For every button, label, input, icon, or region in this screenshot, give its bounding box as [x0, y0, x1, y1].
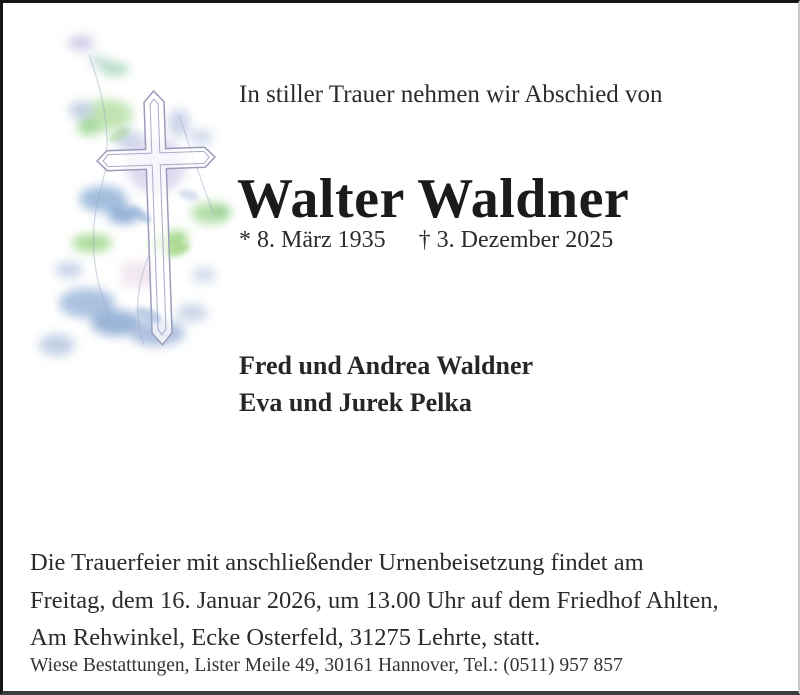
life-dates	[239, 227, 613, 254]
death-date: † 3. Dezember 2025	[418, 227, 614, 253]
intro-text: In stiller Trauer nehmen wir Abschied von	[239, 81, 663, 108]
deceased-name: Walter Waldner	[237, 168, 630, 230]
ceremony-line: Die Trauerfeier mit anschließender Urnenbeisetzung findet am	[30, 549, 644, 576]
funeral-home-info: Wiese Bestattungen, Lister Meile 49, 30161 Hannover, Tel.: (0511) 957 857	[30, 655, 623, 676]
mourner-line: Eva und Jurek Pelka	[239, 388, 472, 417]
watercolor-foliage-back	[39, 35, 231, 356]
birth-date: * 8. März 1935	[239, 227, 386, 253]
mourner-line: Fred und Andrea Waldner	[239, 351, 534, 380]
ceremony-line: Am Rehwinkel, Ecke Osterfeld, 31275 Lehrte, statt.	[30, 624, 541, 651]
ceremony-line: Freitag, dem 16. Januar 2026, um 13.00 Uhr auf dem Friedhof Ahlten,	[30, 586, 719, 614]
ceremony-details	[30, 544, 719, 657]
mourners-list	[239, 347, 533, 421]
